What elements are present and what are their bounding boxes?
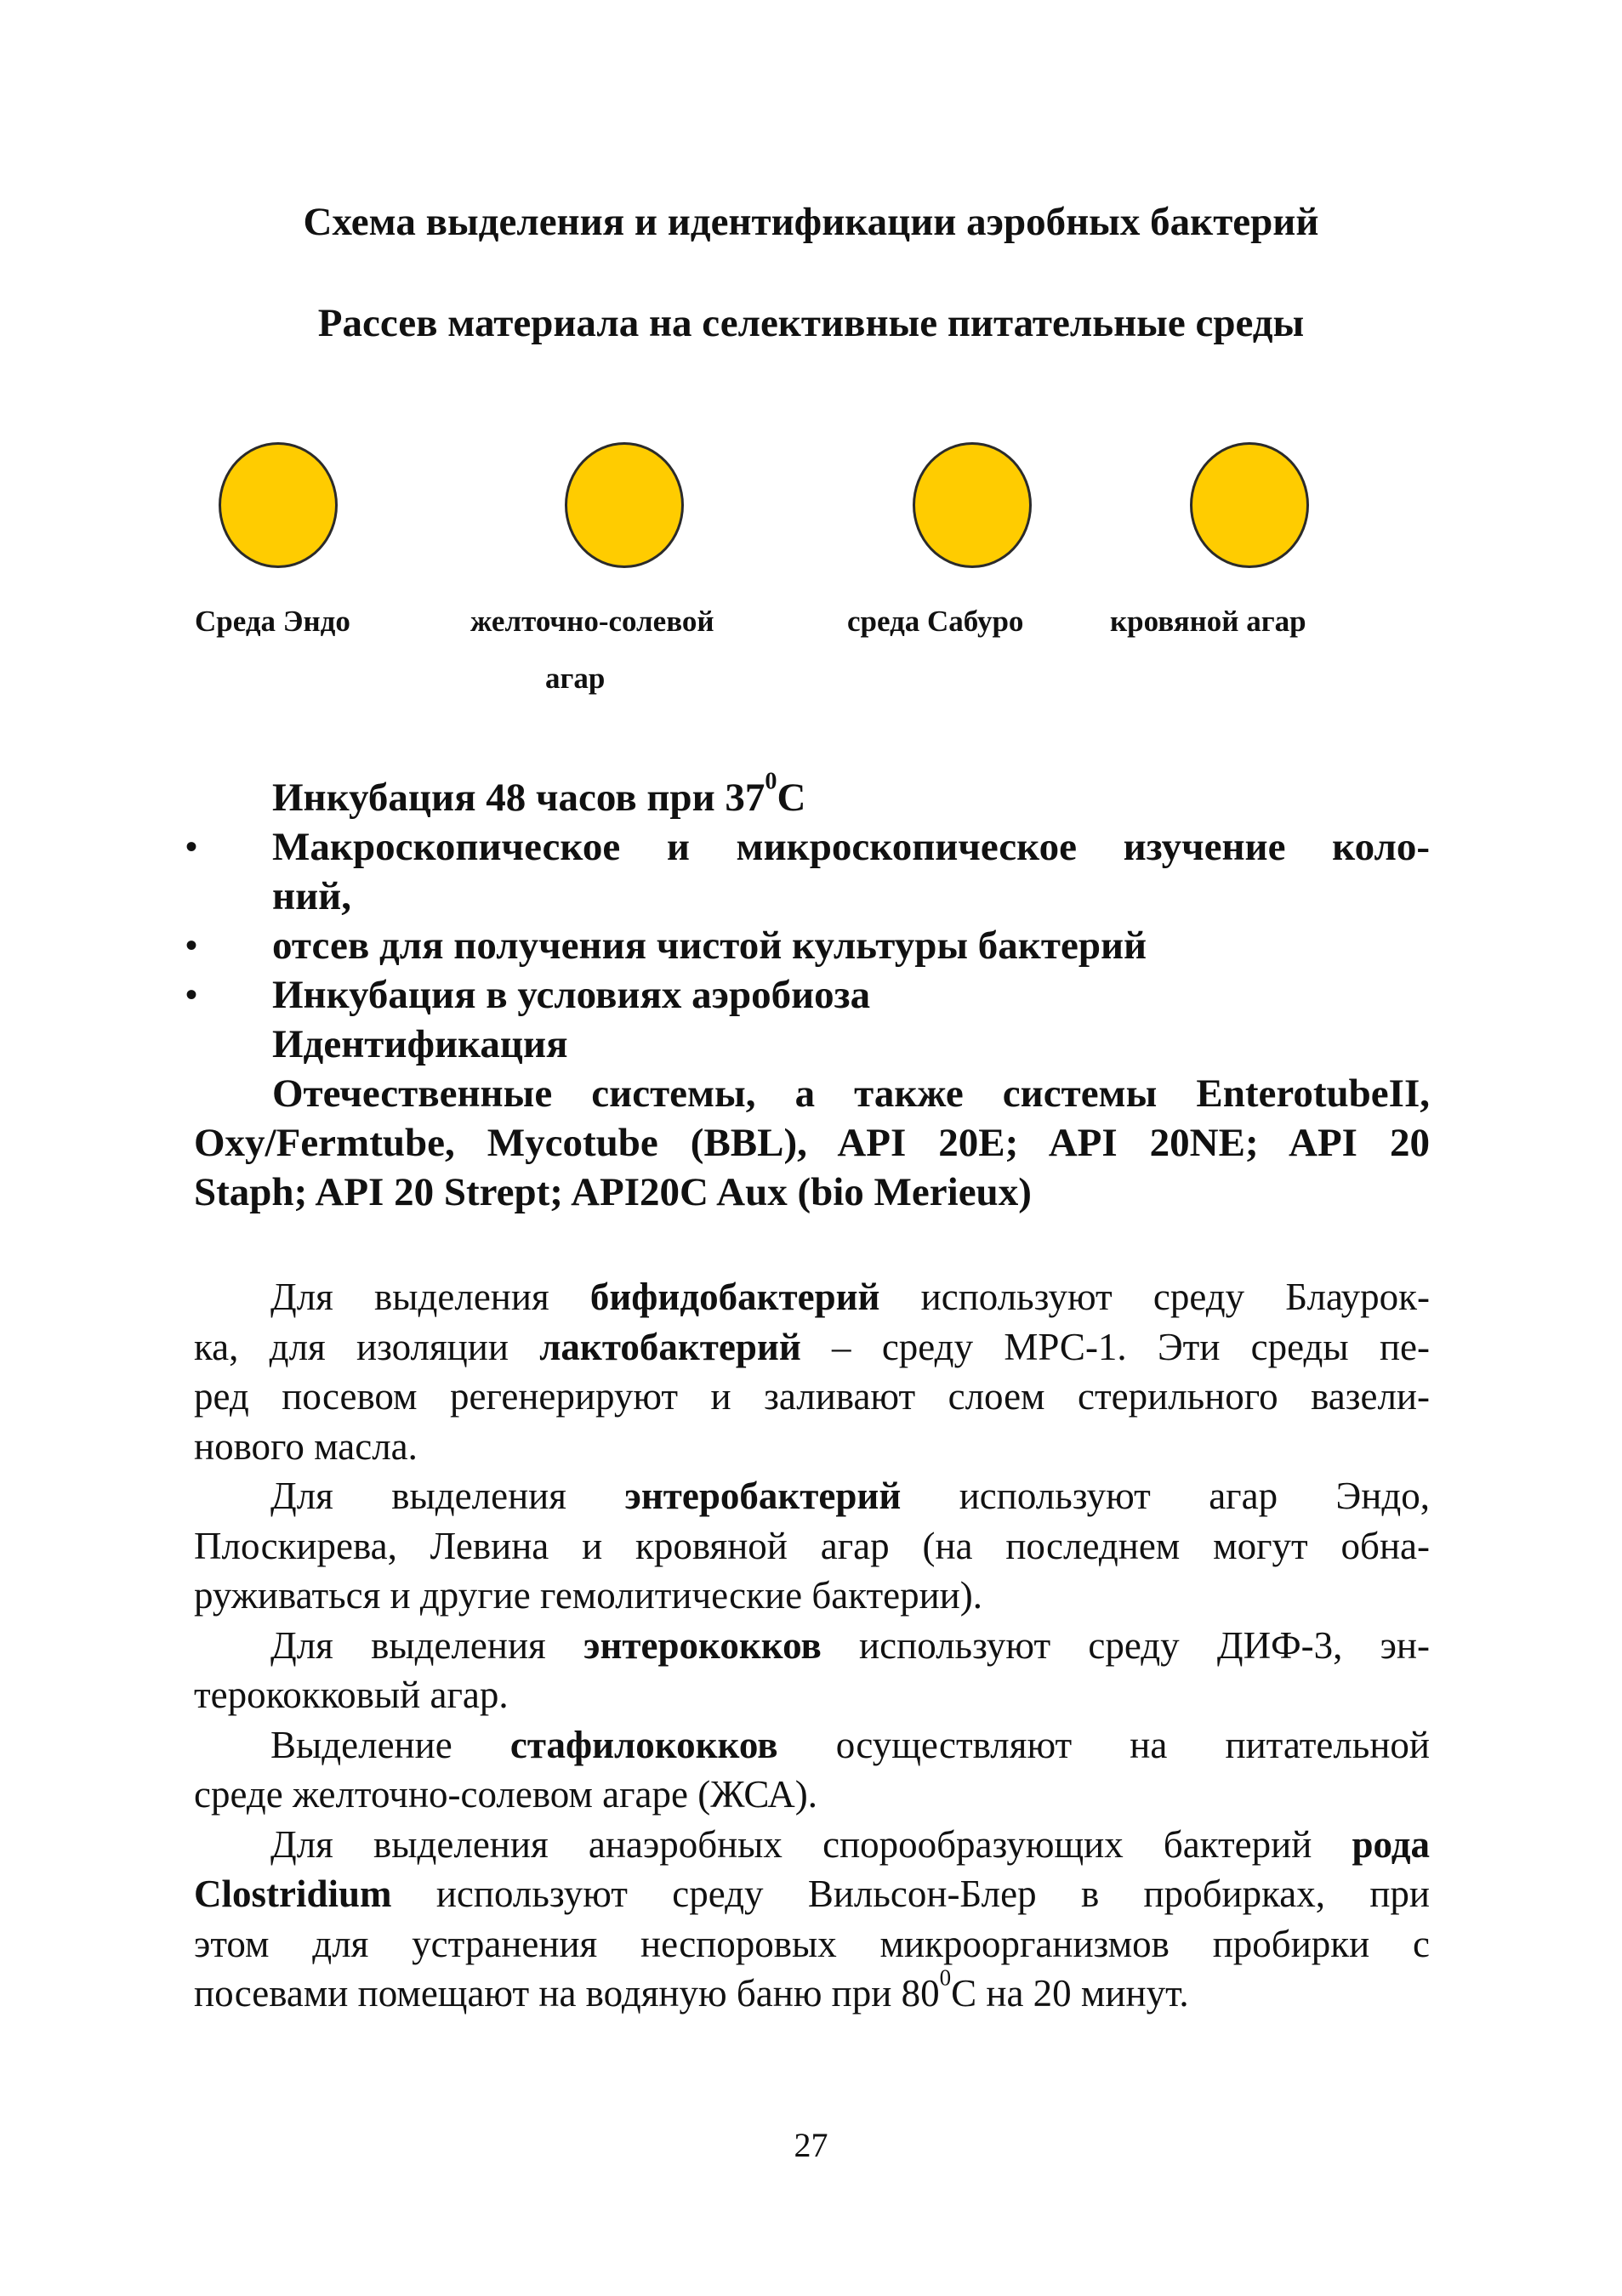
- identification-heading: Идентификация: [272, 1022, 568, 1066]
- blood-agar-plate-icon: [1190, 442, 1309, 568]
- p1-line-4: нового масла.: [194, 1424, 418, 1468]
- p5-line-3: этом для устранения неспоровых микроорганизмов пробирки с: [194, 1922, 1430, 1965]
- lactobacteria-term: лактобактерий: [539, 1325, 801, 1368]
- step-item-3: Инкубация в условиях аэробиоза: [272, 973, 871, 1017]
- bullet-3: •: [185, 975, 198, 1014]
- yolk-salt-label-line1: желточно-солевой: [470, 605, 714, 638]
- systems-line-1: Отечественные системы, а также системы EnterotubeII,: [272, 1071, 1430, 1116]
- p2-line-3: руживаться и другие гемолитические бактерии).: [194, 1574, 983, 1617]
- staphylococci-term: стафилококков: [509, 1723, 778, 1766]
- step-item-2: отсев для получения чистой культуры бактерий: [272, 924, 1147, 968]
- clostridium-term: Clostridium: [194, 1873, 392, 1915]
- p3-line-2: терококковый агар.: [194, 1674, 509, 1716]
- enterococci-term: энтерококков: [583, 1623, 822, 1667]
- step-item-1-line1: Макроскопическое и микроскопическое изучение коло-: [272, 825, 1430, 869]
- p4-line-1: Выделение стафилококков осуществляют на питательной: [270, 1723, 1430, 1766]
- systems-line-2: Oxy/Fermtube, Mycotube (BBL), API 20E; API 20NE; API 20: [194, 1121, 1430, 1165]
- endo-label: Среда Эндо: [195, 605, 350, 638]
- p2-line-1: Для выделения энтеробактерий используют агар Эндо,: [270, 1475, 1430, 1517]
- scheme-title: Схема выделения и идентификации аэробных бактерий: [303, 200, 1319, 244]
- yolk-salt-label-line2: агар: [545, 662, 606, 695]
- p1-line-2: ка, для изоляции лактобактерий – среду МРС-1. Эти среды пе-: [194, 1325, 1430, 1368]
- bullet-1: •: [185, 827, 198, 866]
- p4-line-2: среде желточно-солевом агаре (ЖСА).: [194, 1773, 817, 1816]
- p1-line-3: ред посевом регенерируют и заливают слоем стерильного вазели-: [194, 1375, 1430, 1418]
- steps-list: [272, 768, 1430, 1118]
- systems-line-3: Staph; API 20 Strept; API20C Aux (bio Merieux): [194, 1170, 1032, 1214]
- yolk-salt-plate-icon: [565, 442, 684, 568]
- p5-line-2: Clostridium используют среду Вильсон-Блер в пробирках, при: [194, 1873, 1430, 1915]
- p5-line-4: посевами помещают на водяную баню при $80^0С$ на 20 минут.: [194, 1964, 1189, 2015]
- sabouraud-label: среда Сабуро: [847, 605, 1024, 638]
- p2-line-2: Плоскирева, Левина и кровяной агар (на последнем могут обна-: [194, 1524, 1430, 1567]
- seeding-title: Рассев материала на селективные питательные среды: [317, 301, 1305, 345]
- blood-agar-label: кровяной агар: [1110, 605, 1306, 638]
- bifidobacteria-term: бифидобактерий: [589, 1276, 880, 1318]
- sabouraud-plate-icon: [913, 442, 1032, 568]
- endo-plate-icon: [219, 442, 338, 568]
- genus-term: рода: [1352, 1822, 1430, 1866]
- page-number: 27: [794, 2126, 828, 2164]
- bullet-2: •: [185, 926, 198, 964]
- systems-list: [194, 1118, 1430, 1217]
- incubation-step: Инкубация 48 часов при $37^0С$: [272, 768, 806, 820]
- p1-line-1: Для выделения бифидобактерий используют среду Блаурок-: [270, 1276, 1431, 1318]
- p3-line-1: Для выделения энтерококков используют среду ДИФ-3, эн-: [270, 1623, 1431, 1667]
- step-item-1-line2: ний,: [272, 874, 351, 918]
- enterobacteria-term: энтеробактерий: [624, 1475, 902, 1517]
- body-text: [194, 1272, 1430, 2019]
- p5-line-1: Для выделения анаэробных спорообразующих бактерий рода: [270, 1822, 1430, 1866]
